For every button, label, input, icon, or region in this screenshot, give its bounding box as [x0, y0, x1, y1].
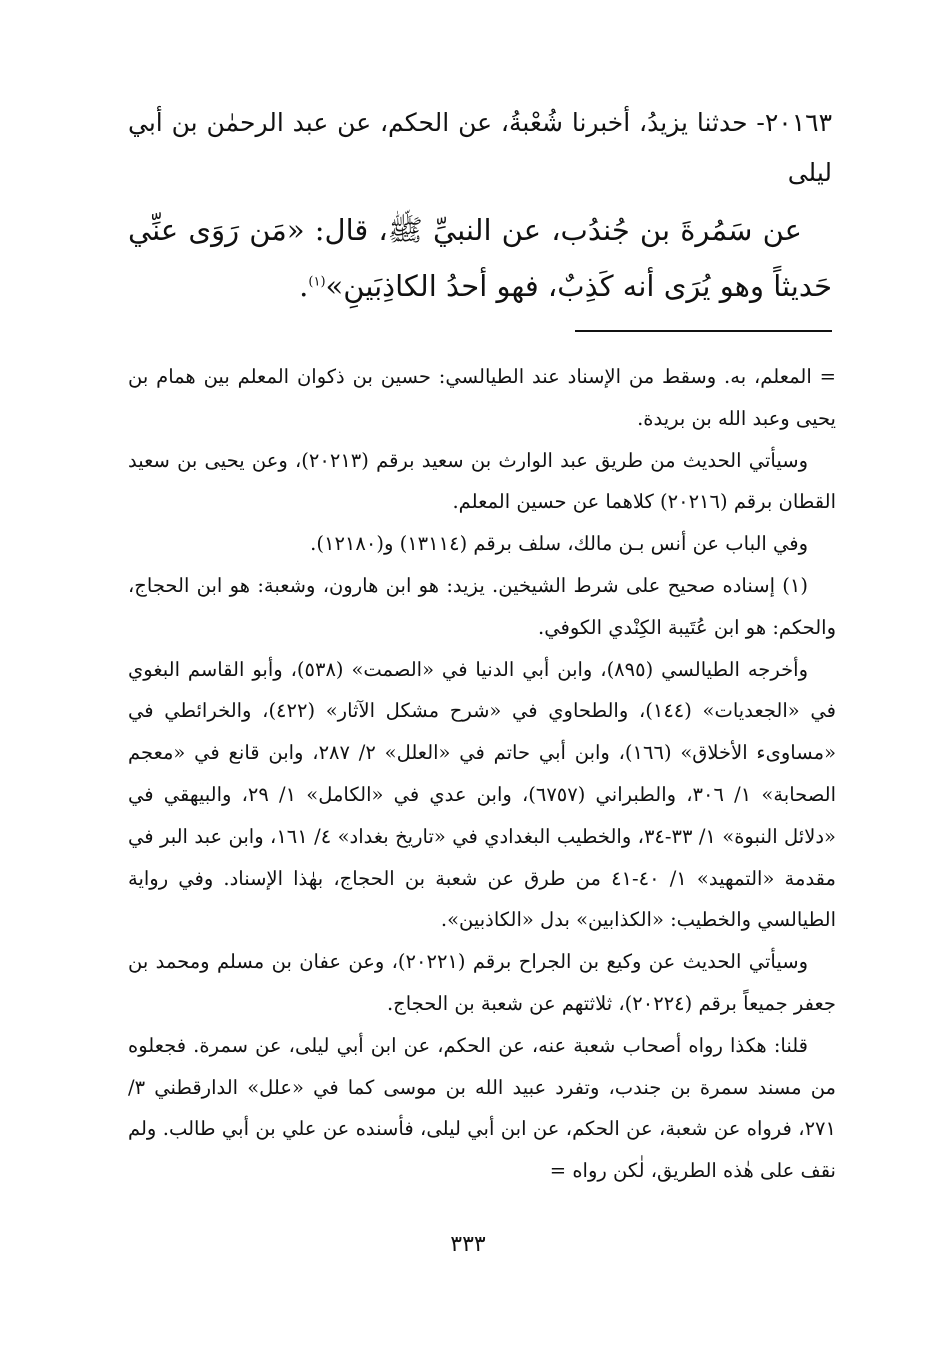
footnote-paragraph: = المعلم، به. وسقط من الإسناد عند الطيالسي: حسين بن ذكوان المعلم بين همام بن يحيى وعبد الله بن بريدة.	[128, 365, 836, 430]
footnote-paragraph: وفي الباب عن أنس بـن مالك، سلف برقم (١٣١١٤) و(١٢١٨٠).	[310, 532, 808, 556]
hadith-isnad: ٢٠١٦٣- حدثنا يزيدُ، أخبرنا شُعْبةُ، عن الحكم، عن عبد الرحمٰن بن أبي ليلى	[128, 108, 832, 187]
footnote-separator	[575, 330, 832, 332]
footnote-paragraph: قلنا: هكذا رواه أصحاب شعبة عنه، عن الحكم، عن ابن أبي ليلى، عن سمرة. فجعلوه من مسند سمرة بن جندب، وتفرد عبيد الله بن موسى كما في «علل» الدارقطني ٣/ ٢٧١، فرواه عن شعبة، عن الحكم، عن ابن أبي ليلى، فأسنده عن علي بن أبي طالب. ولم نقف على هٰذه الطريق، لٰكن رواه =	[128, 1033, 836, 1183]
hadith-end-mark: .	[299, 269, 309, 303]
footnote-paragraph: وسيأتي الحديث عن وكيع بن الجراح برقم (٢٠٢٢١)، وعن عفان بن مسلم ومحمد بن جعفر جميعاً برقم (٢٠٢٢٤)، ثلاثتهم عن شعبة بن الحجاج.	[128, 950, 836, 1015]
hadith-matn: عن سَمُرةَ بن جُندُب، عن النبيِّ ﷺ، قال: «مَن رَوَى عنِّي حَديثاً وهو يُرَى أنه كَذِبٌ، فهو أحدُ الكاذِبَينِ»	[128, 213, 832, 303]
footnote-reference: (١)	[308, 274, 326, 290]
footnotes	[128, 356, 836, 1192]
footnote-paragraph: (١) إسناده صحيح على شرط الشيخين. يزيد: هو ابن هارون، وشعبة: هو ابن الحجاج، والحكم: هو ابن عُتَيبة الكِنْدي الكوفي.	[128, 573, 836, 639]
footnote-paragraph: وسيأتي الحديث من طريق عبد الوارث بن سعيد برقم (٢٠٢١٣)، وعن يحيى بن سعيد القطان برقم (٢٠٢١٦) كلاهما عن حسين المعلم.	[128, 448, 836, 514]
hadith-entry	[128, 98, 832, 314]
page-number: ٣٣٣	[450, 1232, 486, 1257]
footnote-paragraph: وأخرجه الطيالسي (٨٩٥)، وابن أبي الدنيا في «الصمت» (٥٣٨)، وأبو القاسم البغوي في «الجعديات» (١٤٤)، والطحاوي في «شرح مشكل الآثار» (٤٢٢)، والخرائطي في «مساوىء الأخلاق» (١٦٦)، وابن أبي حاتم في «العلل» ٢/ ٢٨٧، وابن قانع في «معجم الصحابة» ١/ ٣٠٦، والطبراني (٦٧٥٧)، وابن عدي في «الكامل» ١/ ٢٩، والبيهقي في «دلائل النبوة» ١/ ٣٣-٣٤، والخطيب البغدادي في «تاريخ بغداد» ٤/ ١٦١، وابن عبد البر في مقدمة «التمهيد» ١/ ٤٠-٤١ من طرق عن شعبة بن الحجاج، بهٰذا الإسناد. وفي رواية الطيالسي والخطيب: «الكذابين» بدل «الكاذبين».	[128, 657, 837, 932]
hadith-matn-paragraph	[128, 202, 832, 314]
